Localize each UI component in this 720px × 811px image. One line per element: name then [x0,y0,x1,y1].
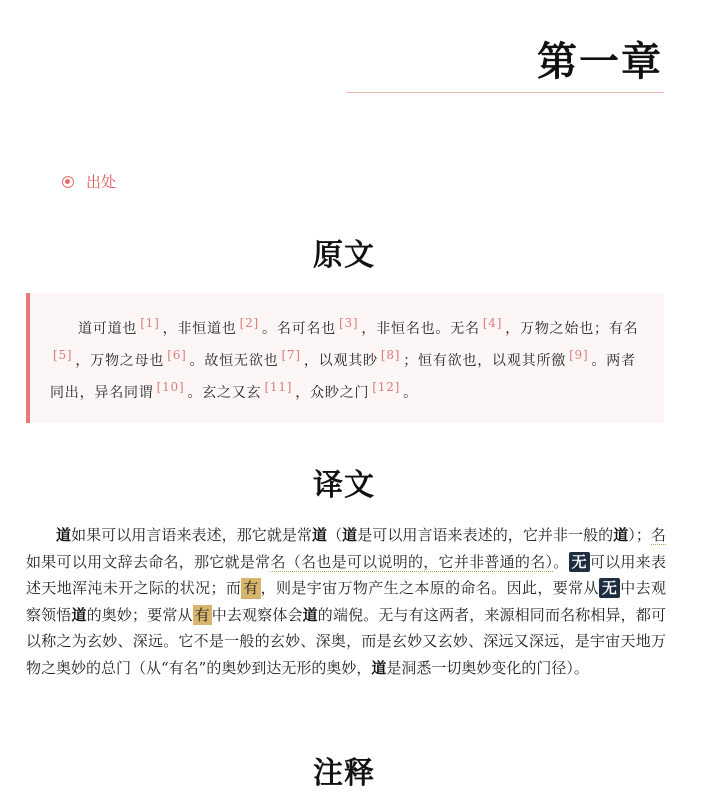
term-dao: 道 [312,526,328,544]
term-dao: 道 [342,526,358,544]
text-run: （ [327,526,343,544]
text-run: 如果可以用言语来表述，那它就是常 [71,526,313,544]
note-ref-10[interactable]: [10] [156,380,185,394]
radio-target-icon [62,176,74,188]
original-segment: 道可道也 [78,321,138,337]
original-segment: ，万物之母也 [75,353,165,369]
original-segment: ，非恒道也 [162,321,237,337]
note-ref-11[interactable]: [11] [264,380,293,394]
note-ref-6[interactable]: [6] [167,348,187,362]
text-run: 可以用来表述天地浑沌未开之际的状况；而 [26,552,666,597]
note-ref-8[interactable]: [8] [380,348,401,362]
note-ref-7[interactable]: [7] [281,348,301,362]
original-segment: 。 [403,385,418,401]
text-run: 是可以用言语来表述的，它并非一般的 [357,526,614,544]
note-ref-3[interactable]: [3] [339,316,359,330]
note-ref-4[interactable]: [4] [482,316,503,330]
title-divider [346,92,664,93]
translation-text [26,522,666,681]
source-link[interactable] [62,171,116,192]
text-run: 如果可以用文辞去命名，那它就是常 [26,552,271,571]
original-segment: ，众眇之门 [295,385,370,401]
original-text [50,313,642,409]
term-dao: 道 [613,526,629,544]
notes-heading: 注释 [313,756,375,791]
highlight-you[interactable]: 有 [194,605,210,624]
original-segment: 。故恒无欲也 [189,353,279,369]
original-heading: 原文 [313,238,375,273]
term-dao: 道 [71,605,87,624]
note-ref-12[interactable]: [12] [372,380,401,394]
original-segment: ；恒有欲也，以观其所徼 [403,353,567,369]
text-run: 的端倪。无与有这两者，来源相同而名称相异，都可以称之为玄妙、深远。它不是一般的玄妙、深奥，而是玄妙又玄妙、深远又深远，是宇宙天地万物之奥妙的总门（从“有名”的奥妙到达无形的奥妙， [26,605,666,677]
term-ming-underlined[interactable]: 名 [650,526,666,544]
ming-explanation-underlined[interactable]: 名（名也是可以说明的，它并非普通的名） [270,552,554,571]
note-ref-5[interactable]: [5] [53,348,73,362]
text-run: ，则是宇宙万物产生之本原的命名。因此，要常从 [260,579,599,597]
text-run: 中去观察体会 [211,605,303,624]
original-text-block [26,293,664,423]
translation-heading: 译文 [313,468,375,503]
term-dao: 道 [302,605,318,624]
chapter-title: 第一章 [537,38,663,85]
text-run: 是洞悉一切奥妙变化的门径）。 [386,658,589,677]
term-dao: 道 [371,658,387,677]
highlight-wu[interactable]: 无 [569,552,590,572]
text-run: 。 [553,552,569,571]
source-label[interactable]: 出处 [86,173,117,191]
note-ref-1[interactable]: [1] [140,316,160,330]
original-segment: 。玄之又玄 [187,385,262,401]
note-ref-9[interactable]: [9] [569,348,589,362]
original-segment: 。名可名也 [262,321,337,337]
original-segment: ，非恒名也。无名 [361,321,480,337]
text-run: ）； [628,526,651,544]
text-run: 中去观察领悟 [26,579,666,624]
highlight-wu[interactable]: 无 [599,578,620,598]
text-run: 的奥妙；要常从 [86,605,193,624]
highlight-you[interactable]: 有 [243,579,259,597]
term-dao: 道 [56,526,72,544]
original-segment: ，以观其眇 [303,353,378,369]
original-segment: ，万物之始也；有名 [505,321,639,337]
original-segment: 。两者同出，异名同谓 [50,353,636,401]
note-ref-2[interactable]: [2] [239,316,260,330]
